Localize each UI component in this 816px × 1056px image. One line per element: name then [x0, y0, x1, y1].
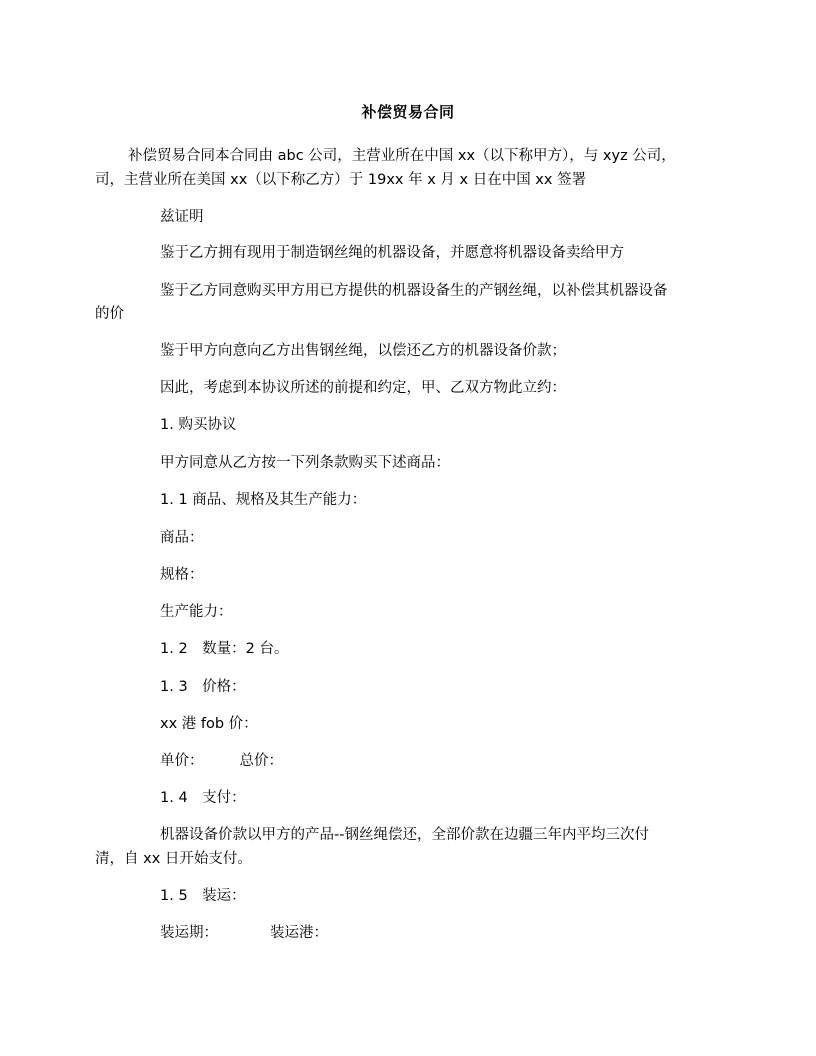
ship-port-label: 装运港： [270, 925, 328, 941]
recital-2-line-2: 的价 [95, 306, 124, 322]
section-1-heading: 1. 购买协议 [160, 417, 237, 433]
document-title: 补偿贸易合同 [361, 103, 455, 121]
goods-label: 商品： [160, 530, 204, 546]
intro-line-2: 司，主营业所在美国 xx（以下称乙方）于 19xx 年 x 月 x 日在中国 xx 签署 [95, 172, 587, 188]
clause-1-4: 1. 4 支付： [160, 790, 246, 806]
unit-price-label: 单价： [160, 753, 204, 769]
price-line [160, 749, 283, 773]
recital-3: 鉴于甲方向意向乙方出售钢丝绳，以偿还乙方的机器设备价款； [160, 343, 566, 359]
total-price-label: 总价： [239, 753, 283, 769]
clause-1-5: 1. 5 装运： [160, 888, 246, 904]
section-1-text: 甲方同意从乙方按一下列条款购买下述商品： [160, 455, 450, 471]
intro-line-1: 补偿贸易合同本合同由 abc 公司，主营业所在中国 xx（以下称甲方），与 xyz 公司， [128, 148, 676, 164]
witness-text: 兹证明 [160, 209, 204, 225]
clause-1-3: 1. 3 价格： [160, 679, 246, 695]
clause-1-2: 1. 2 数量：2 台。 [160, 641, 289, 657]
recital-2-line-1: 鉴于乙方同意购买甲方用已方提供的机器设备生的产钢丝绳，以补偿其机器设备 [160, 283, 668, 299]
ship-period-label: 装运期： [160, 925, 218, 941]
payment-line-1: 机器设备价款以甲方的产品--钢丝绳偿还，全部价款在边疆三年内平均三次付 [160, 827, 649, 843]
specs-label: 规格： [160, 567, 204, 583]
therefore-clause: 因此，考虑到本协议所述的前提和约定，甲、乙双方物此立约： [160, 380, 566, 396]
capacity-label: 生产能力： [160, 604, 233, 620]
payment-line-2: 清，自 xx 日开始支付。 [95, 851, 252, 867]
fob-price-label: xx 港 fob 价： [160, 716, 258, 732]
shipment-line [160, 921, 328, 945]
clause-1-1: 1. 1 商品、规格及其生产能力： [160, 492, 367, 508]
recital-1: 鉴于乙方拥有现用于制造钢丝绳的机器设备，并愿意将机器设备卖给甲方 [160, 245, 624, 261]
